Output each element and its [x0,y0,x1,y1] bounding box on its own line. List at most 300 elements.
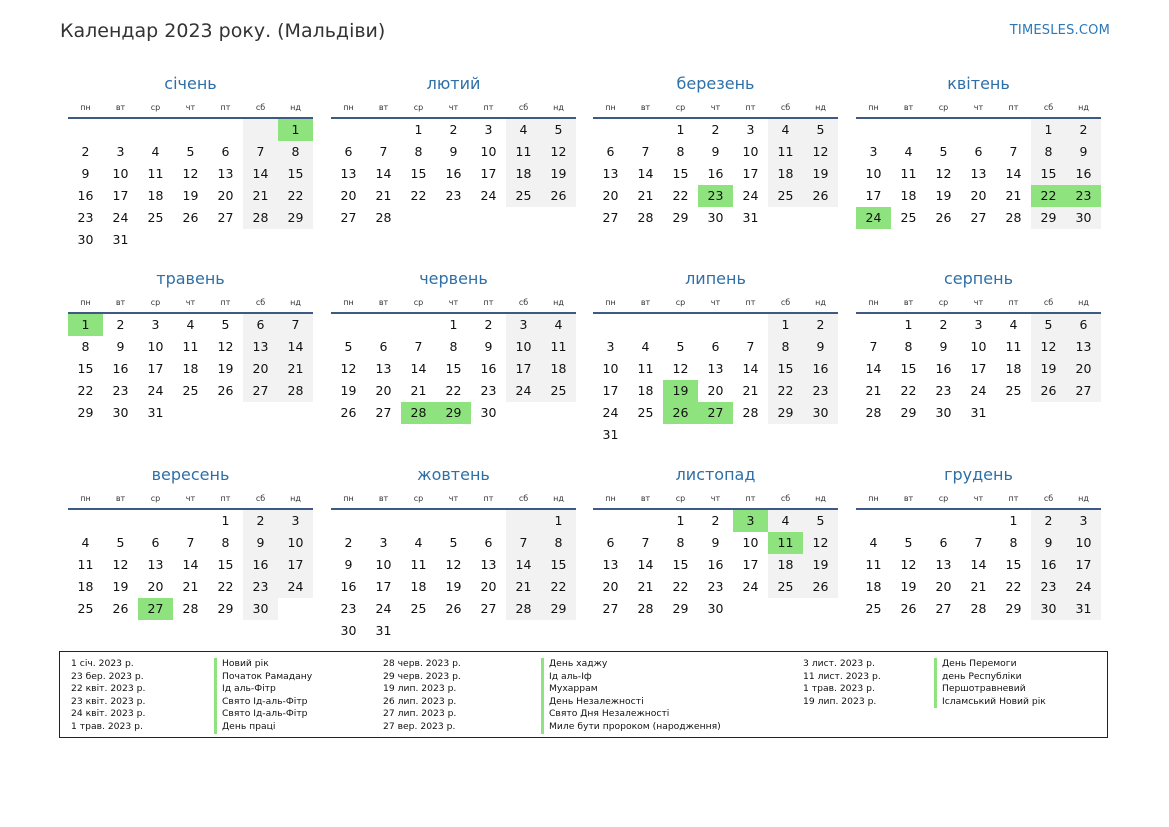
weekday-header [68,296,313,309]
empty-day-cell [331,119,366,141]
empty-day-cell [1066,402,1101,424]
legend-date: 29 черв. 2023 р. [383,670,461,682]
day-cell: 22 [217,579,234,594]
day-cell: 20 [707,383,724,398]
day-cell: 9 [939,339,948,354]
holiday-day-cell: 24 [856,207,891,229]
weekday-label: нд [815,103,826,112]
day-cell: 2 [484,317,493,332]
empty-day-cell [208,402,243,424]
day-cell: 5 [1031,314,1066,336]
day-cell: 11 [506,141,541,163]
day-cell: 31 [112,232,129,247]
weekday-label: сб [255,103,266,112]
empty-day-cell [541,402,576,424]
empty-day-cell [768,207,803,229]
day-cell: 9 [81,166,90,181]
day-cell: 12 [182,166,199,181]
day-cell: 30 [1031,598,1066,620]
day-cell: 26 [340,405,357,420]
weekday-label: чт [710,103,721,112]
day-cell: 22 [445,383,462,398]
weekday-label: ср [675,494,686,503]
legend-date: 1 трав. 2023 р. [803,683,875,695]
empty-day-cell [278,229,313,251]
empty-day-cell [506,402,541,424]
day-cell: 6 [939,535,948,550]
empty-day-cell [68,119,103,141]
day-cell: 16 [1031,554,1066,576]
day-cell: 3 [606,339,615,354]
day-cell: 5 [803,510,838,532]
day-cell: 16 [935,361,952,376]
month-block [68,464,313,620]
day-cell: 1 [904,317,913,332]
holiday-day-cell: 27 [698,402,733,424]
day-cell: 12 [672,361,689,376]
day-cell: 9 [243,532,278,554]
day-cell: 12 [935,166,952,181]
day-cell: 13 [602,557,619,572]
day-cell: 2 [81,144,90,159]
day-cell: 11 [182,339,199,354]
legend-holiday-name: Першотравневий [934,683,1046,696]
day-cell: 10 [865,166,882,181]
holiday-day-cell: 29 [436,402,471,424]
day-cell: 14 [1005,166,1022,181]
day-cell: 6 [606,535,615,550]
holiday-legend [59,651,1108,738]
day-cell: 10 [506,336,541,358]
day-cell: 24 [1066,576,1101,598]
legend-date: 27 лип. 2023 р. [383,708,457,720]
day-cell: 26 [935,210,952,225]
legend-holiday-name: Свято Ід-аль-Фітр [214,696,312,709]
day-cell: 30 [480,405,497,420]
day-cell: 17 [480,166,497,181]
day-grid [68,510,313,620]
weekday-label: пн [868,494,879,503]
weekday-header [68,492,313,505]
weekday-label: пт [483,298,494,307]
day-cell: 12 [112,557,129,572]
empty-day-cell [138,229,173,251]
day-cell: 4 [186,317,195,332]
day-cell: 19 [217,361,234,376]
day-cell: 12 [803,141,838,163]
day-grid [593,510,838,620]
empty-day-cell [663,424,698,446]
weekday-label: вт [378,494,389,503]
day-cell: 13 [147,557,164,572]
month-block [593,268,838,446]
day-cell: 15 [672,166,689,181]
day-cell: 3 [116,144,125,159]
weekday-header [856,101,1101,114]
day-cell: 11 [77,557,94,572]
month-title: жовтень [417,465,490,484]
day-cell: 18 [768,163,803,185]
day-cell: 20 [375,383,392,398]
day-cell: 27 [970,210,987,225]
day-cell: 7 [746,339,755,354]
day-cell: 4 [151,144,160,159]
weekday-label: пт [483,103,494,112]
day-cell: 27 [602,601,619,616]
day-cell: 14 [637,557,654,572]
day-cell: 13 [707,361,724,376]
weekday-label: ср [150,298,161,307]
day-cell: 27 [340,210,357,225]
legend-date: 24 квіт. 2023 р. [71,708,146,720]
day-cell: 23 [803,380,838,402]
day-cell: 21 [865,383,882,398]
day-cell: 1 [768,314,803,336]
empty-day-cell [593,314,628,336]
day-cell: 27 [375,405,392,420]
day-cell: 2 [1031,510,1066,532]
day-cell: 21 [1005,188,1022,203]
month-title: травень [156,269,225,288]
day-cell: 26 [112,601,129,616]
day-cell: 16 [243,554,278,576]
day-cell: 24 [278,576,313,598]
day-cell: 10 [375,557,392,572]
day-cell: 11 [768,141,803,163]
weekday-label: пт [1008,298,1019,307]
day-cell: 28 [506,598,541,620]
day-cell: 10 [970,339,987,354]
day-cell: 10 [147,339,164,354]
day-cell: 3 [746,122,755,137]
day-cell: 29 [672,210,689,225]
day-grid [593,119,838,229]
day-grid [68,314,313,424]
day-cell: 30 [340,623,357,638]
day-cell: 10 [742,535,759,550]
site-link[interactable]: TIMESLES.COM [1009,23,1110,38]
empty-day-cell [243,402,278,424]
day-cell: 27 [602,210,619,225]
day-cell: 26 [445,601,462,616]
legend-holiday-name: Свято Дня Незалежності [541,708,721,721]
month-title: липень [685,269,746,288]
day-cell: 14 [970,557,987,572]
empty-day-cell [278,598,313,620]
day-cell: 26 [541,185,576,207]
day-grid [593,314,838,446]
month-block [68,73,313,251]
day-cell: 18 [77,579,94,594]
month-title: березень [676,74,755,93]
day-cell: 9 [449,144,458,159]
empty-day-cell [401,620,436,642]
day-cell: 4 [768,510,803,532]
legend-date: 22 квіт. 2023 р. [71,683,146,695]
day-cell: 19 [803,554,838,576]
day-cell: 13 [217,166,234,181]
day-cell: 6 [243,314,278,336]
holiday-day-cell: 23 [698,185,733,207]
day-cell: 9 [711,144,720,159]
day-cell: 13 [970,166,987,181]
weekday-label: ср [413,494,424,503]
day-cell: 21 [375,188,392,203]
day-cell: 15 [900,361,917,376]
day-cell: 17 [865,188,882,203]
weekday-label: ср [938,494,949,503]
day-cell: 7 [186,535,195,550]
day-cell: 2 [449,122,458,137]
empty-day-cell [733,314,768,336]
day-cell: 20 [1066,358,1101,380]
day-cell: 21 [742,383,759,398]
day-cell: 15 [672,557,689,572]
day-cell: 18 [865,579,882,594]
weekday-label: ср [150,494,161,503]
day-cell: 12 [445,557,462,572]
empty-day-cell [593,510,628,532]
day-cell: 24 [742,579,759,594]
day-cell: 17 [602,383,619,398]
day-grid [331,510,576,642]
day-cell: 24 [506,380,541,402]
day-cell: 13 [602,166,619,181]
day-cell: 7 [243,141,278,163]
weekday-label: чт [185,103,196,112]
day-cell: 12 [1031,336,1066,358]
day-cell: 9 [1031,532,1066,554]
day-cell: 22 [410,188,427,203]
holiday-day-cell: 11 [768,532,803,554]
day-cell: 8 [904,339,913,354]
day-cell: 9 [116,339,125,354]
day-cell: 31 [602,427,619,442]
day-cell: 26 [803,185,838,207]
empty-day-cell [628,314,663,336]
holiday-day-cell: 1 [278,119,313,141]
legend-date: 1 січ. 2023 р. [71,658,134,669]
day-cell: 7 [641,144,650,159]
day-cell: 30 [707,601,724,616]
day-cell: 22 [541,576,576,598]
day-cell: 14 [375,166,392,181]
day-cell: 14 [182,557,199,572]
weekday-label: чт [185,298,196,307]
weekday-label: вт [903,298,914,307]
day-cell: 4 [81,535,90,550]
day-cell: 2 [711,513,720,528]
day-cell: 11 [147,166,164,181]
weekday-header [331,492,576,505]
legend-holiday-name: Мухаррам [541,683,721,696]
day-cell: 18 [410,579,427,594]
day-cell: 26 [217,383,234,398]
legend-date: 19 лип. 2023 р. [803,695,877,707]
day-cell: 1 [676,513,685,528]
weekday-header [593,101,838,114]
weekday-header [331,296,576,309]
weekday-label: чт [448,494,459,503]
day-cell: 3 [278,510,313,532]
weekday-label: вт [378,103,389,112]
day-cell: 5 [221,317,230,332]
day-cell: 23 [480,383,497,398]
weekday-label: пт [483,494,494,503]
month-block [331,73,576,229]
day-cell: 12 [803,532,838,554]
legend-date: 1 трав. 2023 р. [71,720,143,732]
day-cell: 20 [602,579,619,594]
day-cell: 25 [77,601,94,616]
month-title: листопад [675,465,756,484]
day-cell: 3 [379,535,388,550]
empty-day-cell [471,510,506,532]
day-cell: 18 [506,163,541,185]
day-cell: 20 [243,358,278,380]
empty-day-cell [996,402,1031,424]
weekday-label: пн [343,494,354,503]
empty-day-cell [506,620,541,642]
day-cell: 16 [340,579,357,594]
day-cell: 16 [1066,163,1101,185]
empty-day-cell [243,119,278,141]
day-cell: 17 [970,361,987,376]
weekday-label: пн [343,103,354,112]
weekday-label: пн [80,494,91,503]
weekday-label: вт [115,298,126,307]
day-cell: 11 [1005,339,1022,354]
day-cell: 19 [1031,358,1066,380]
day-cell: 12 [541,141,576,163]
empty-day-cell [961,119,996,141]
day-cell: 1 [541,510,576,532]
day-cell: 19 [541,163,576,185]
holiday-day-cell: 23 [1066,185,1101,207]
day-cell: 17 [506,358,541,380]
day-cell: 24 [112,210,129,225]
weekday-label: нд [553,494,564,503]
day-cell: 18 [541,358,576,380]
weekday-label: чт [448,103,459,112]
holiday-day-cell: 27 [138,598,173,620]
legend-date: 23 бер. 2023 р. [71,670,144,682]
day-cell: 11 [541,336,576,358]
day-cell: 3 [1066,510,1101,532]
weekday-label: чт [710,298,721,307]
empty-day-cell [366,119,401,141]
day-cell: 30 [1066,207,1101,229]
day-cell: 8 [1031,141,1066,163]
day-cell: 2 [939,317,948,332]
day-cell: 24 [480,188,497,203]
day-cell: 12 [340,361,357,376]
day-cell: 16 [707,557,724,572]
day-cell: 13 [480,557,497,572]
day-cell: 6 [484,535,493,550]
empty-day-cell [173,510,208,532]
legend-names-3 [934,658,1046,708]
day-cell: 25 [768,185,803,207]
empty-day-cell [891,510,926,532]
empty-day-cell [68,510,103,532]
day-cell: 10 [602,361,619,376]
day-cell: 5 [541,119,576,141]
day-cell: 25 [147,210,164,225]
day-cell: 10 [1066,532,1101,554]
month-block [331,464,576,642]
day-cell: 12 [217,339,234,354]
day-cell: 13 [1066,336,1101,358]
day-cell: 14 [278,336,313,358]
weekday-label: ср [938,298,949,307]
weekday-label: вт [378,298,389,307]
day-cell: 29 [77,405,94,420]
legend-holiday-name: Миле бути пророком (народження) [541,721,721,734]
day-grid [856,314,1101,424]
day-cell: 26 [803,576,838,598]
legend-date: 27 вер. 2023 р. [383,720,456,732]
month-title: грудень [944,465,1013,484]
day-cell: 19 [900,579,917,594]
holiday-day-cell: 26 [663,402,698,424]
empty-day-cell [331,314,366,336]
day-cell: 28 [742,405,759,420]
day-cell: 31 [147,405,164,420]
month-block [856,268,1101,424]
day-cell: 12 [900,557,917,572]
day-grid [856,510,1101,620]
legend-dates-2 [383,658,461,734]
weekday-label: сб [1043,494,1054,503]
empty-day-cell [768,598,803,620]
day-cell: 9 [484,339,493,354]
weekday-label: пт [220,103,231,112]
day-cell: 2 [803,314,838,336]
month-title: червень [419,269,488,288]
day-cell: 8 [414,144,423,159]
day-cell: 26 [900,601,917,616]
day-cell: 14 [243,163,278,185]
empty-day-cell [471,620,506,642]
day-cell: 18 [1005,361,1022,376]
day-cell: 30 [707,210,724,225]
day-cell: 21 [182,579,199,594]
day-cell: 19 [803,163,838,185]
legend-holiday-name: Ід аль-Фітр [214,683,312,696]
weekday-header [856,296,1101,309]
weekday-label: сб [780,103,791,112]
day-cell: 24 [970,383,987,398]
month-title: серпень [944,269,1013,288]
empty-day-cell [926,510,961,532]
day-cell: 23 [340,601,357,616]
weekday-label: нд [1078,103,1089,112]
day-cell: 31 [375,623,392,638]
empty-day-cell [173,402,208,424]
day-cell: 21 [970,579,987,594]
day-cell: 31 [970,405,987,420]
day-cell: 2 [116,317,125,332]
legend-names-2 [541,658,721,734]
weekday-header [68,101,313,114]
page-title: Календар 2023 року. (Мальдіви) [60,20,386,42]
day-cell: 25 [865,601,882,616]
day-cell: 7 [641,535,650,550]
weekday-label: пт [745,298,756,307]
day-cell: 6 [151,535,160,550]
day-cell: 30 [112,405,129,420]
